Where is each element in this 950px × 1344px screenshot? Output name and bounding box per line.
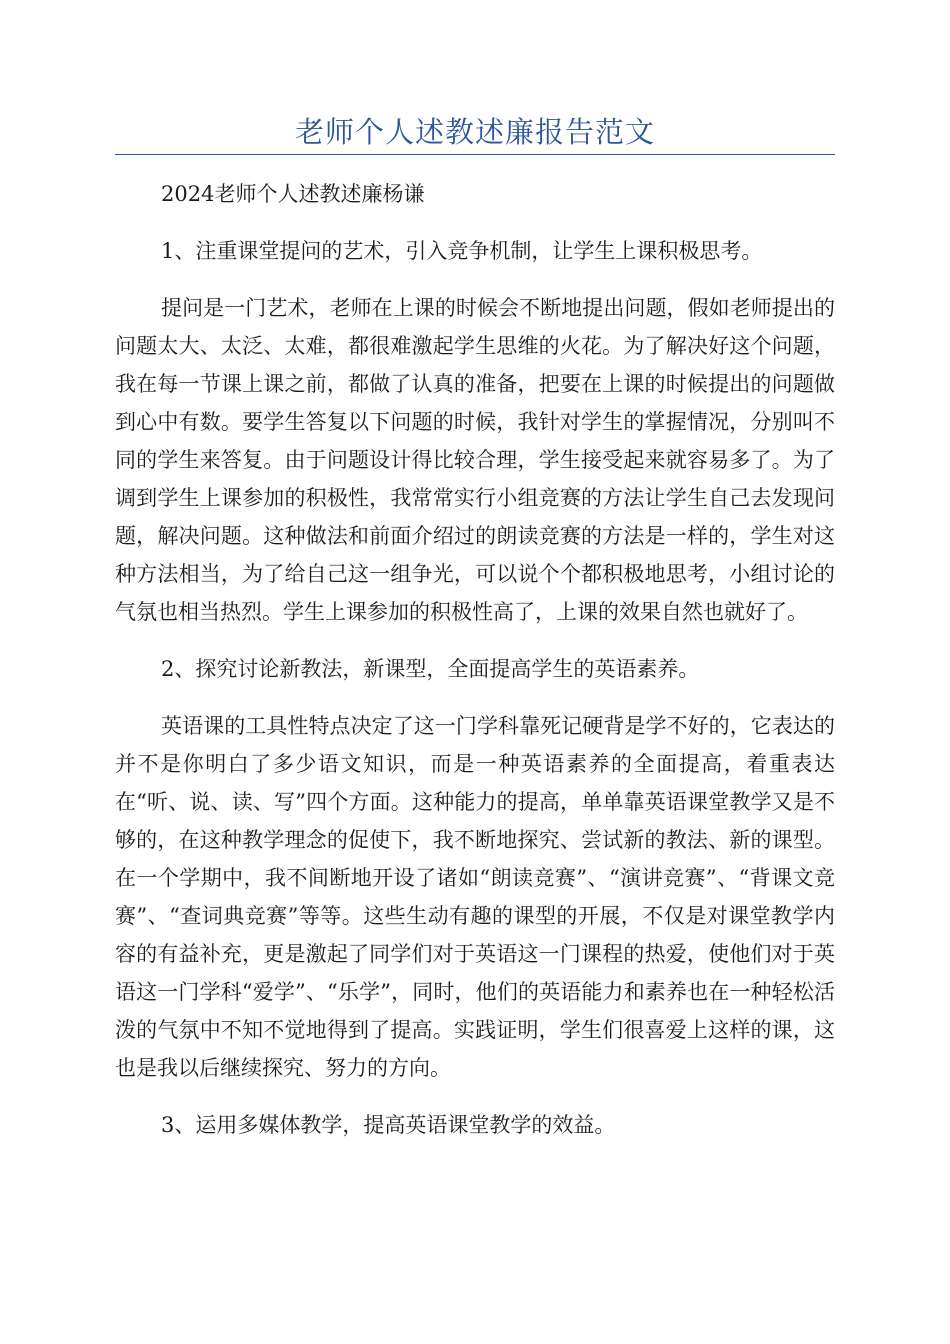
paragraph-heading-1: 1、注重课堂提问的艺术，引入竞争机制，让学生上课积极思考。 (161, 239, 763, 263)
paragraph-heading-2: 2、探究讨论新教法，新课型，全面提高学生的英语素养。 (161, 657, 700, 681)
title-underline (115, 154, 835, 155)
paragraph-body-2: 英语课的工具性特点决定了这一门学科靠死记硬背是学不好的，它表达的并不是你明白了多少语文知识，而是一种英语素养的全面提高，着重表达在“听、说、读、写”四个方面。这种能力的提高，单单靠英语课堂教学又是不够的，在这种教学理念的促使下，我不断地探究、尝试新的教法、新的课型。在一个学期中，我不间断地开设了诸如“朗读竞赛”、“演讲竞赛”、“背课文竞赛”、“查词典竞赛”等等。这些生动有趣的课型的开展，不仅是对课堂教学内容的有益补充，更是激起了同学们对于英语这一门课程的热爱，使他们对于英语这一门学科“爱学”、“乐学”，同时，他们的英语能力和素养也在一种轻松活泼的气氛中不知不觉地得到了提高。实践证明，学生们很喜爱上这样的课，这也是我以后继续探究、努力的方向。 (115, 714, 835, 1080)
paragraph-body-1: 提问是一门艺术，老师在上课的时候会不断地提出问题，假如老师提出的问题太大、太泛、太难，都很难激起学生思维的火花。为了解决好这个问题，我在每一节课上课之前，都做了认真的准备，把要在上课的时候提出的问题做到心中有数。要学生答复以下问题的时候，我针对学生的掌握情况，分别叫不同的学生来答复。由于问题设计得比较合理，学生接受起来就容易多了。为了调到学生上课参加的积极性，我常常实行小组竞赛的方法让学生自己去发现问题，解决问题。这种做法和前面介绍过的朗读竞赛的方法是一样的，学生对这种方法相当，为了给自己这一组争光，可以说个个都积极地思考，小组讨论的气氛也相当热烈。学生上课参加的积极性高了，上课的效果自然也就好了。 (115, 296, 835, 624)
document-title: 老师个人述教述廉报告范文 (294, 115, 655, 149)
document-body (115, 175, 835, 1144)
paragraph-subtitle: 2024老师个人述教述廉杨谦 (161, 182, 425, 206)
paragraph-heading-3: 3、运用多媒体教学，提高英语课堂教学的效益。 (161, 1113, 616, 1137)
